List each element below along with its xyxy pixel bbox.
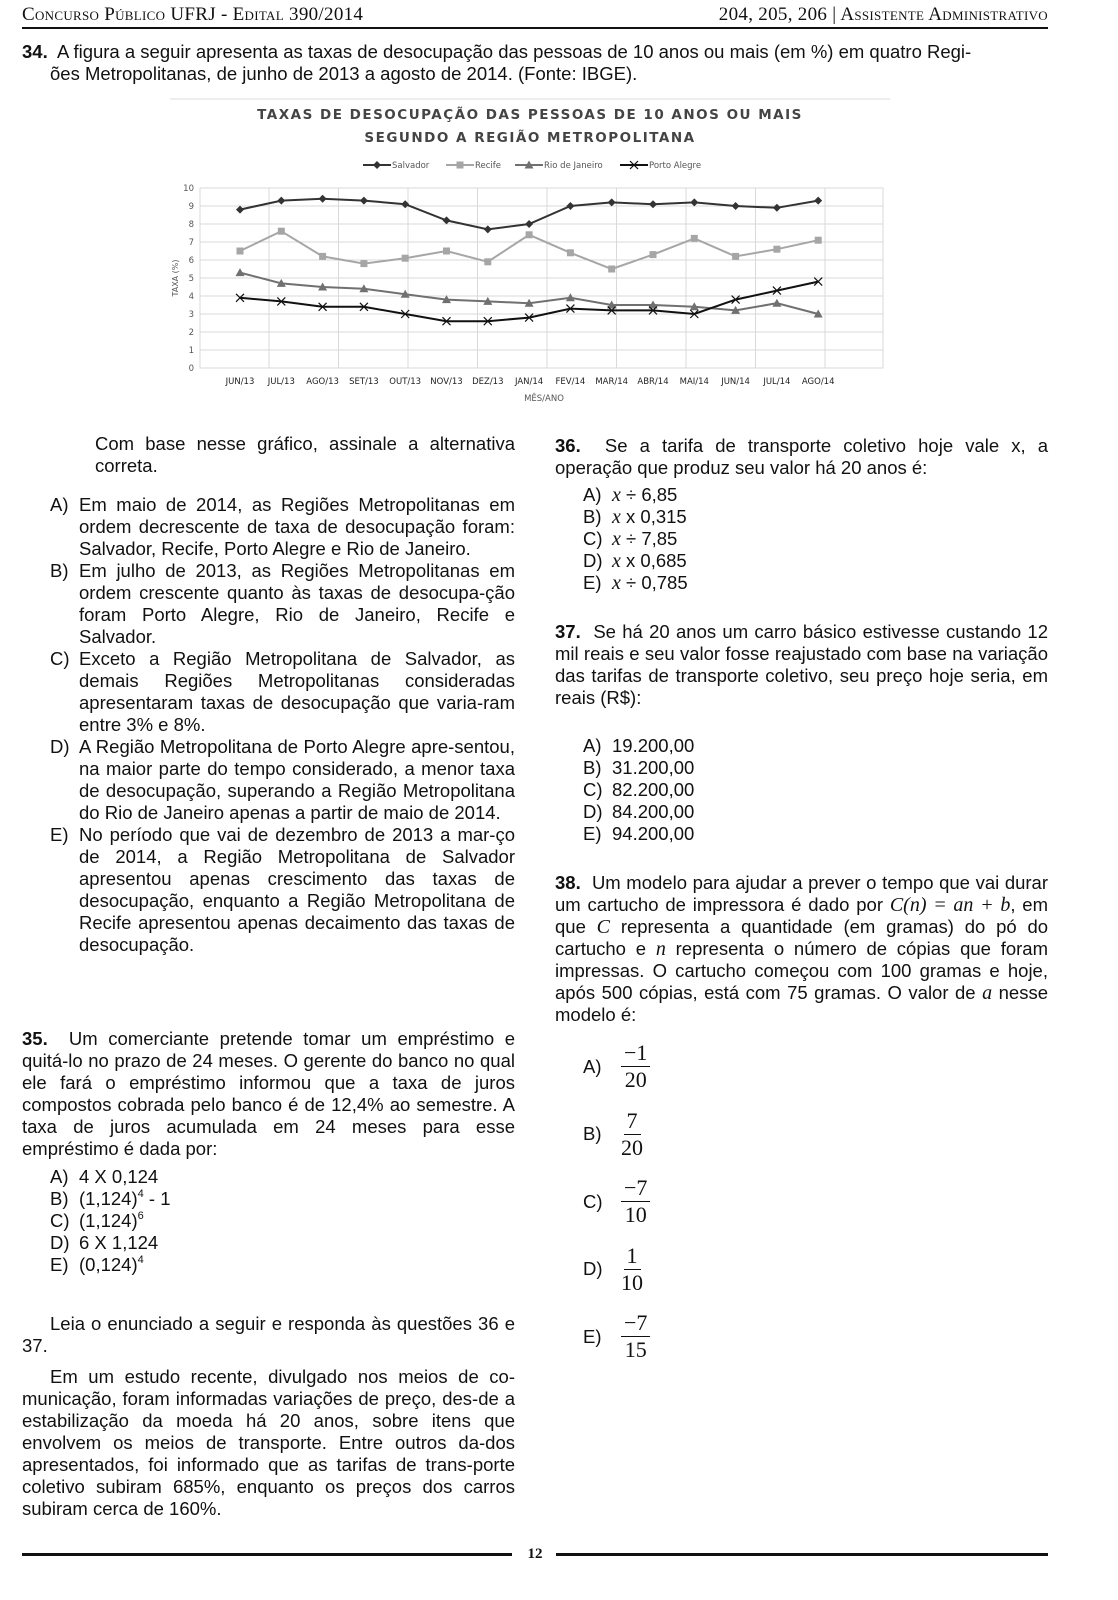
y-tick-label: 10	[183, 184, 194, 194]
option-text-main: ÷ 7,85	[620, 528, 678, 549]
option-text-main: Em julho de 2013, as Regiões Metropolitanas em ordem crescente quanto às taxas de desocupa-ção foram Porto Alegre, Rio de Janeiro, Recife e Salvador.	[79, 560, 515, 647]
option-label: B)	[583, 506, 602, 527]
option-text	[612, 779, 883, 801]
q36-options	[583, 484, 883, 594]
data-point	[484, 258, 491, 265]
option-b[interactable]	[50, 560, 515, 648]
y-axis-label: TAXA (%)	[171, 259, 180, 297]
option-e[interactable]	[583, 1303, 783, 1371]
y-tick-label: 7	[188, 238, 194, 248]
data-point	[236, 268, 245, 276]
question-text: representa a quantidade (em gramas) do pó do cartucho e	[555, 916, 1049, 959]
y-tick-label: 2	[188, 328, 194, 338]
data-point	[236, 206, 244, 214]
question-text: Se a tarifa de transporte coletivo hoje vale x, a operação que produz seu valor há 20 anos é:	[555, 435, 1049, 478]
fraction	[621, 1040, 650, 1093]
option-text-main: 84.200,00	[612, 801, 695, 822]
option-label: D)	[583, 550, 603, 571]
data-point	[650, 251, 657, 258]
option-b[interactable]	[50, 1188, 510, 1210]
numerator: −1	[621, 1040, 650, 1067]
option-text-main: 82.200,00	[612, 779, 695, 800]
data-point	[566, 202, 574, 210]
x-tick-label: OUT/13	[389, 377, 422, 387]
option-label: C)	[583, 779, 603, 800]
denominator: 20	[621, 1134, 643, 1160]
fraction	[621, 1243, 643, 1296]
option-c[interactable]	[583, 779, 883, 801]
option-text	[612, 528, 883, 550]
chart-grid	[183, 184, 883, 387]
option-label: D)	[50, 1232, 70, 1253]
data-point	[319, 253, 326, 260]
variable-n: n	[655, 938, 666, 960]
legend-label: Salvador	[392, 161, 430, 171]
question-36	[555, 435, 1048, 479]
denominator: 15	[624, 1337, 647, 1363]
option-text-main: Em maio de 2014, as Regiões Metropolitanas em ordem decrescente de taxa de desocupação foram: Salvador, Recife, Porto Alegre e Rio de Janeiro.	[79, 494, 515, 559]
x-tick-label: MAR/14	[595, 377, 629, 387]
data-point	[772, 299, 781, 307]
header-left: Concurso Público UFRJ - Edital 390/2014	[22, 4, 364, 25]
option-c[interactable]	[50, 648, 515, 736]
numerator: 7	[624, 1108, 641, 1135]
data-point	[690, 198, 698, 206]
superscript: 4	[137, 1254, 144, 1266]
x-tick-label: AGO/13	[306, 377, 339, 387]
option-text-main: (1,124)	[79, 1210, 138, 1231]
option-text	[612, 506, 883, 528]
legend-marker	[373, 161, 381, 169]
x-tick-label: JUN/13	[225, 377, 255, 387]
y-tick-label: 9	[188, 202, 194, 212]
q37-options	[583, 735, 883, 845]
page-number: 12	[527, 1546, 543, 1562]
question-number: 34.	[22, 41, 48, 62]
option-b[interactable]	[583, 757, 883, 779]
intro-text: Em um estudo recente, divulgado nos meios de co-municação, foram informadas variações de preço, des-de a estabilização da moeda há 20 anos, sobre itens que envolvem os meios de transporte. Entre outros da-dos apresentados, foi informado que as tarifas de trans-porte coletivo subiram 685%, enquanto os preços dos carros subiram cerca de 160%.	[22, 1366, 515, 1519]
option-text	[79, 1254, 510, 1276]
unemployment-chart	[150, 95, 900, 410]
fraction	[621, 1310, 650, 1363]
option-e[interactable]	[583, 823, 883, 845]
data-point	[277, 197, 285, 205]
option-text-main: (1,124)	[79, 1188, 138, 1209]
variable-x: x	[612, 528, 621, 550]
data-point	[649, 200, 657, 208]
option-text	[79, 1232, 510, 1254]
x-tick-label: ABR/14	[637, 377, 669, 387]
legend-label: Porto Alegre	[649, 161, 702, 171]
legend-label: Rio de Janeiro	[544, 161, 603, 171]
option-text-main: x 0,315	[620, 506, 687, 527]
x-tick-label: NOV/13	[430, 377, 463, 387]
question-35	[22, 1028, 515, 1160]
y-tick-label: 5	[188, 274, 194, 284]
option-label: E)	[583, 823, 602, 844]
fraction	[621, 1175, 650, 1228]
question-number: 36.	[555, 435, 581, 456]
q38-options	[583, 1033, 783, 1371]
fraction	[621, 1108, 643, 1161]
option-label: E)	[583, 1325, 602, 1347]
denominator: 10	[624, 1202, 647, 1228]
data-point	[360, 260, 367, 267]
option-label: B)	[583, 757, 602, 778]
option-text	[79, 1188, 510, 1210]
x-tick-label: AGO/14	[801, 377, 835, 387]
question-number: 35.	[22, 1028, 48, 1049]
y-tick-label: 8	[188, 220, 194, 230]
footer-rule-left	[22, 1553, 512, 1556]
series-salvador	[236, 195, 822, 234]
y-tick-label: 1	[188, 346, 194, 356]
question-text: representa o número de cópias que foram impressas. O cartucho começou com 100 gramas e hoje, após 500 cópias, está com 75 gramas. O valor de	[555, 938, 1049, 1003]
option-label: D)	[583, 1258, 603, 1280]
option-text	[612, 572, 883, 594]
option-label: E)	[50, 1254, 69, 1275]
option-a[interactable]	[50, 494, 515, 560]
option-label: A)	[50, 1166, 69, 1187]
option-a[interactable]	[50, 1166, 510, 1188]
data-point	[773, 246, 780, 253]
data-point	[732, 253, 739, 260]
footer-rule-right	[556, 1553, 1048, 1556]
chart-title-line1: TAXAS DE DESOCUPAÇÃO DAS PESSOAS DE 10 ANOS OU MAIS	[257, 107, 803, 123]
question-34	[22, 41, 1052, 85]
variable-c: C	[596, 916, 611, 938]
denominator: 10	[621, 1269, 643, 1295]
option-label: A)	[583, 484, 602, 505]
option-text	[612, 550, 883, 572]
option-e[interactable]	[50, 824, 515, 956]
x-axis-label: MÊS/ANO	[524, 394, 564, 404]
option-text	[79, 736, 515, 824]
option-text	[612, 823, 883, 845]
x-tick-label: JAN/14	[514, 377, 544, 387]
legend-marker	[457, 162, 464, 169]
option-e[interactable]	[50, 1254, 510, 1276]
question-text: , em que	[555, 894, 1049, 937]
option-text	[612, 735, 883, 757]
data-point	[237, 248, 244, 255]
option-label: B)	[50, 560, 69, 581]
x-tick-label: JUN/14	[721, 377, 750, 387]
x-tick-label: JUL/14	[763, 377, 791, 387]
option-text-main: 31.200,00	[612, 757, 695, 778]
option-text-main: 94.200,00	[612, 823, 695, 844]
variable-x: x	[612, 550, 621, 572]
option-label: B)	[50, 1188, 69, 1209]
option-text-main: Exceto a Região Metropolitana de Salvador, as demais Regiões Metropolitanas consideradas apresentaram taxas de desocupação que varia-ram entre 3% e 8%.	[79, 648, 515, 735]
option-text-main: 6 X 1,124	[79, 1232, 159, 1253]
legend-label: Recife	[475, 161, 502, 171]
option-text	[79, 494, 515, 560]
option-text	[612, 484, 883, 506]
option-d[interactable]	[583, 1236, 783, 1304]
data-point	[484, 225, 492, 233]
numerator: 1	[624, 1243, 641, 1270]
data-point	[691, 235, 698, 242]
series-rio-de-janeiro	[236, 268, 823, 317]
y-tick-label: 3	[188, 310, 194, 320]
option-text	[612, 757, 883, 779]
formula: C(n) = an + b	[889, 894, 1011, 916]
q34-prompt: Com base nesse gráfico, assinale a alternativa correta.	[95, 433, 515, 476]
option-c[interactable]	[583, 528, 883, 550]
chart-legend	[363, 161, 701, 172]
option-label: E)	[583, 572, 602, 593]
option-label: C)	[50, 648, 70, 669]
superscript: 6	[137, 1210, 144, 1222]
question-text: Um modelo para ajudar a prever o tempo que vai durar um cartucho de impressora é dado por	[555, 872, 1049, 915]
question-number: 37.	[555, 621, 581, 642]
option-label: C)	[50, 1210, 70, 1231]
denominator: 20	[624, 1067, 647, 1093]
chart-title-line2: SEGUNDO A REGIÃO METROPOLITANA	[364, 130, 696, 146]
option-label: A)	[583, 1055, 602, 1077]
data-point	[360, 197, 368, 205]
option-label: A)	[583, 735, 602, 756]
x-tick-label: JUL/13	[267, 377, 295, 387]
header-right: 204, 205, 206 | Assistente Administrativo	[718, 4, 1048, 25]
option-c[interactable]	[583, 1168, 783, 1236]
option-text-main: ÷ 0,785	[620, 572, 688, 593]
option-text-main: ÷ 6,85	[620, 484, 678, 505]
question-number: 38.	[555, 872, 581, 893]
data-point	[773, 204, 781, 212]
question-text: Se há 20 anos um carro básico estivesse custando 12 mil reais e seu valor fosse reajustado com base na variação das tarifas de transporte coletivo, seu preço hoje seria, em reais (R$):	[555, 621, 1049, 708]
option-d[interactable]	[583, 550, 883, 572]
option-e[interactable]	[583, 572, 883, 594]
option-text	[79, 824, 515, 956]
option-label: C)	[583, 1190, 603, 1212]
option-text	[79, 560, 515, 648]
data-point	[278, 228, 285, 235]
option-c[interactable]	[50, 1210, 510, 1232]
data-point	[567, 249, 574, 256]
option-label: C)	[583, 528, 603, 549]
y-tick-label: 6	[188, 256, 194, 266]
y-tick-label: 4	[188, 292, 194, 302]
numerator: −7	[621, 1175, 650, 1202]
intro-lead: Leia o enunciado a seguir e responda às questões 36 e 37.	[22, 1313, 515, 1356]
data-point	[443, 216, 451, 224]
x-tick-label: MAI/14	[679, 377, 709, 387]
option-a[interactable]	[583, 735, 883, 757]
variable-x: x	[612, 484, 621, 506]
question-text: nesse modelo é:	[555, 982, 1049, 1025]
option-text-main: 4 X 0,124	[79, 1166, 159, 1187]
option-text	[79, 1210, 510, 1232]
option-label: D)	[50, 736, 70, 757]
series-recife	[237, 228, 822, 273]
option-a[interactable]	[583, 484, 883, 506]
variable-x: x	[612, 572, 621, 594]
data-point	[319, 195, 327, 203]
y-tick-label: 0	[188, 364, 194, 374]
superscript: 4	[137, 1188, 144, 1200]
option-text-main: (0,124)	[79, 1254, 138, 1275]
data-point	[443, 248, 450, 255]
x-tick-label: SET/13	[349, 377, 379, 387]
numerator: −7	[621, 1310, 650, 1337]
x-tick-label: FEV/14	[555, 377, 586, 387]
question-text: ões Metropolitanas, de junho de 2013 a agosto de 2014. (Fonte: IBGE).	[50, 63, 638, 84]
data-point	[526, 231, 533, 238]
option-text	[79, 1166, 510, 1188]
option-text-after: - 1	[143, 1188, 171, 1209]
variable-a: a	[982, 982, 993, 1004]
option-text-main: No período que vai de dezembro de 2013 a mar-ço de 2014, a Região Metropolitana de Salvador apresentou apenas crescimento das taxas de desocupação, enquanto a Região Metropolitana de Recife apresentou apenas decaimento das taxas de desocupação.	[79, 824, 515, 955]
question-37	[555, 621, 1048, 709]
header-divider	[22, 27, 1048, 29]
option-label: D)	[583, 801, 603, 822]
option-a[interactable]	[583, 1033, 783, 1101]
q35-options	[50, 1166, 510, 1276]
data-point	[608, 198, 616, 206]
option-b[interactable]	[583, 506, 883, 528]
data-point	[525, 220, 533, 228]
question-38	[555, 872, 1048, 1026]
option-label: E)	[50, 824, 69, 845]
option-text-main: 19.200,00	[612, 735, 695, 756]
data-point	[732, 202, 740, 210]
question-text: A figura a seguir apresenta as taxas de desocupação das pessoas de 10 anos ou mais (em %) em quatro Regi-	[56, 41, 972, 62]
option-label: A)	[50, 494, 69, 515]
option-d[interactable]	[583, 801, 883, 823]
data-point	[814, 197, 822, 205]
option-text	[612, 801, 883, 823]
q34-options	[50, 494, 515, 956]
option-label: B)	[583, 1123, 602, 1145]
question-text: Um comerciante pretende tomar um empréstimo e quitá-lo no prazo de 24 meses. O gerente do banco no qual ele fará o empréstimo informou que a taxa de juros compostos cobrada pelo banco é de 12,4% ao semestre. A taxa de juros acumulada em 24 meses para esse empréstimo é dada por:	[22, 1028, 515, 1159]
option-text	[79, 648, 515, 736]
option-text-main: x 0,685	[620, 550, 687, 571]
option-d[interactable]	[50, 1232, 510, 1254]
variable-x: x	[612, 506, 621, 528]
option-d[interactable]	[50, 736, 515, 824]
option-text-main: A Região Metropolitana de Porto Alegre apre-sentou, na maior parte do tempo considerado, a menor taxa de desocupação, superando a Região Metropolitana do Rio de Janeiro apenas a partir de maio de 2014.	[79, 736, 515, 823]
data-point	[608, 266, 615, 273]
data-point	[815, 237, 822, 244]
data-point	[402, 255, 409, 262]
option-b[interactable]	[583, 1101, 783, 1169]
x-tick-label: DEZ/13	[472, 377, 504, 387]
